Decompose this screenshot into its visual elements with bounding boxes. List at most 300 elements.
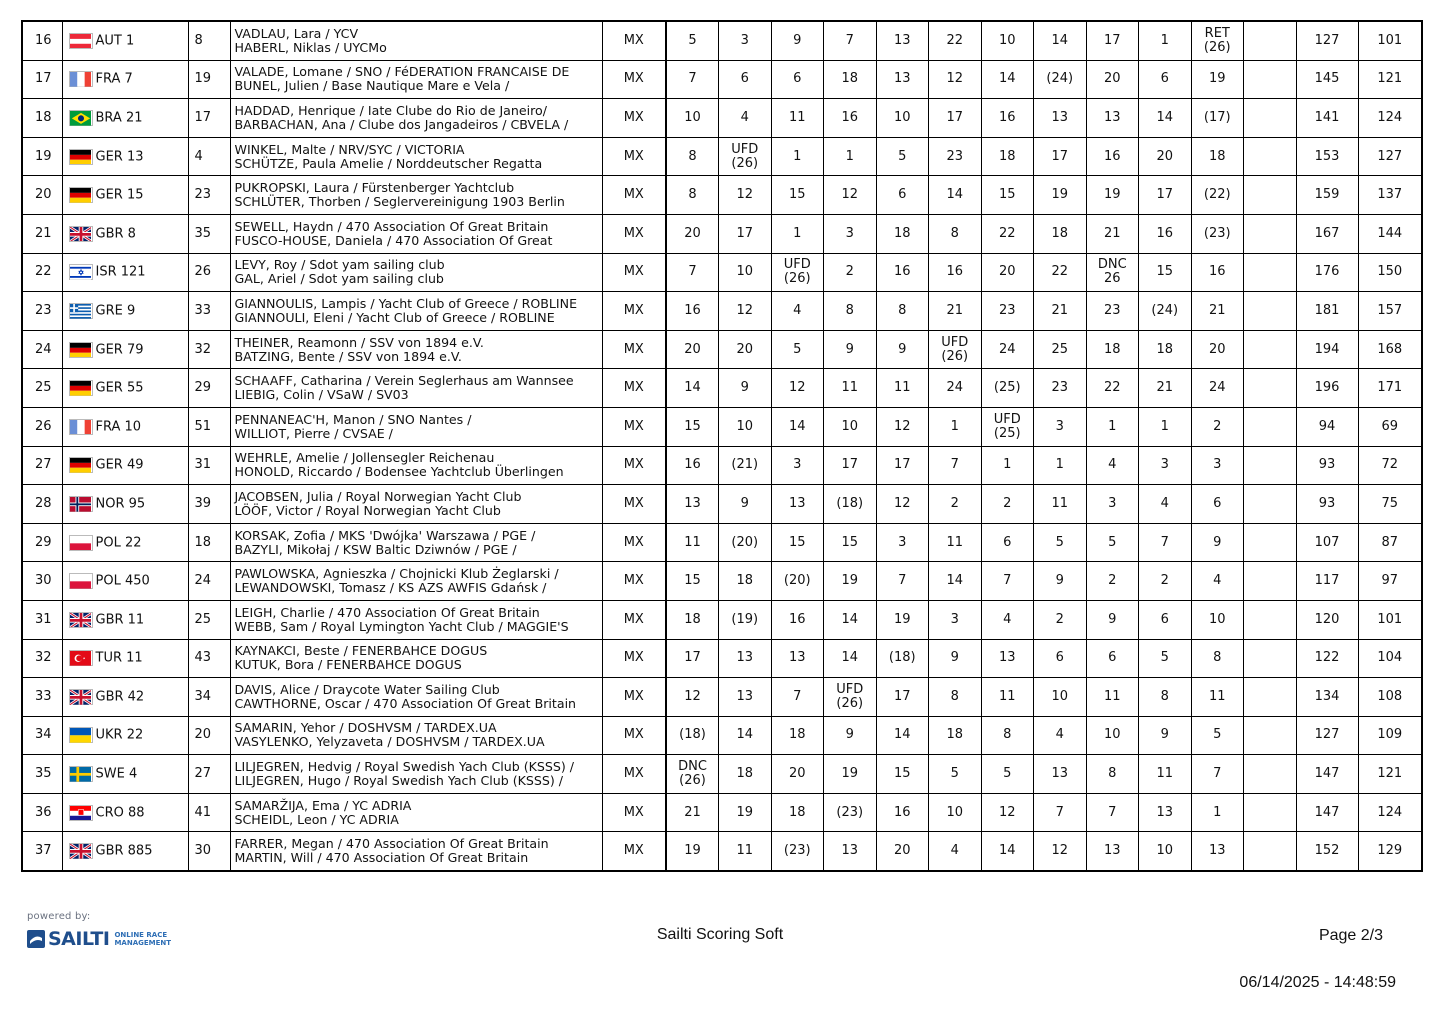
race-score-cell: 15 [771,523,824,562]
rank-cell: 18 [22,99,62,138]
race-score-cell: (24) [1139,292,1192,331]
category-cell: MX [602,214,666,253]
helm-name: SAMARIN, Yehor / DOSHVSM / TARDEX.UA [234,720,497,736]
table-row [22,832,1422,871]
flag-tur-icon [69,650,93,666]
race-score-cell: 19 [1191,60,1244,99]
rank-cell: 28 [22,485,62,524]
race-score-cell: 1 [1139,21,1192,60]
crew-name: FUSCO-HOUSE, Daniela / 470 Association Of Great [234,232,553,248]
score-points: (26) [836,695,864,711]
crew-cell [230,485,602,524]
race-score-cell: 3 [929,600,982,639]
helm-name: JACOBSEN, Julia / Royal Norwegian Yacht Club [234,488,522,504]
race-score-cell: 11 [981,678,1034,717]
bow-number-cell: 27 [188,755,230,794]
race-score-cell: 2 [824,253,877,292]
rank-cell: 22 [22,253,62,292]
race-score-cell: 20 [876,832,929,871]
crew-cell [230,176,602,215]
net-points-cell: 69 [1358,407,1422,446]
race-score-cell: 21 [929,292,982,331]
crew-cell [230,639,602,678]
race-score-cell: 11 [929,523,982,562]
race-score-cell: 22 [929,21,982,60]
crew-cell [230,292,602,331]
race-score-cell: 13 [1139,793,1192,832]
race-score-cell: 1 [1086,407,1139,446]
sail-number: GER 55 [95,380,144,396]
sail-number: GBR 42 [95,689,145,705]
helm-name: WEHRLE, Amelie / Jollensegler Reichenau [234,450,495,466]
race-score-cell: 12 [719,292,772,331]
crew-name: SCHLÜTER, Thorben / Seglervereinigung 1903 Berlin [234,194,565,210]
helm-name: VADLAU, Lara / YCV [234,25,359,41]
flag-ger-icon [69,187,93,203]
score-code: UFD [941,334,969,350]
race-score-cell: 20 [1191,330,1244,369]
race-score-cell: 6 [1034,639,1087,678]
race-score-cell: (22) [1191,176,1244,215]
race-score-cell: 12 [824,176,877,215]
race-score-cell: 13 [771,639,824,678]
bow-number-cell: 30 [188,832,230,871]
race-score-cell [1244,562,1297,601]
total-points-cell: 153 [1296,137,1358,176]
sail-number: FRA 10 [95,419,142,435]
flag-ger-icon [69,457,93,473]
table-row [22,99,1422,138]
race-score-cell [1244,21,1297,60]
race-score-cell: 1 [1191,793,1244,832]
race-score-cell [771,253,824,292]
race-score-cell: 17 [1086,21,1139,60]
race-score-cell: 9 [929,639,982,678]
race-score-cell: 6 [719,60,772,99]
race-score-cell [1244,214,1297,253]
race-score-cell: 19 [824,755,877,794]
category-cell: MX [602,639,666,678]
race-score-cell: 14 [876,716,929,755]
race-score-cell: 3 [1191,446,1244,485]
flag-gbr-icon [69,226,93,242]
total-points-cell: 181 [1296,292,1358,331]
sail-number-cell [62,832,188,871]
flag-ger-icon [69,380,93,396]
helm-name: VALADE, Lomane / SNO / FéDERATION FRANCAISE DE [234,64,570,80]
net-points-cell: 124 [1358,793,1422,832]
sail-number-cell [62,793,188,832]
score-code: UFD [836,681,864,697]
bow-number-cell: 51 [188,407,230,446]
race-score-cell: 7 [771,678,824,717]
total-points-cell: 145 [1296,60,1358,99]
crew-cell [230,562,602,601]
race-score-cell: 19 [824,562,877,601]
rank-cell: 26 [22,407,62,446]
race-score-cell: 7 [824,21,877,60]
race-score-cell: 9 [719,485,772,524]
table-row [22,562,1422,601]
sail-number: POL 450 [95,573,150,589]
race-score-cell: 13 [1086,832,1139,871]
helm-name: HADDAD, Henrique / Iate Clube do Rio de Janeiro/ [234,102,547,118]
total-points-cell: 152 [1296,832,1358,871]
race-score-cell: 2 [1139,562,1192,601]
crew-name: GAL, Ariel / Sdot yam sailing club [234,271,444,287]
race-score-cell [666,755,719,794]
race-score-cell: 8 [666,176,719,215]
race-score-cell: 5 [666,21,719,60]
race-score-cell: 13 [666,485,719,524]
rank-cell: 34 [22,716,62,755]
race-score-cell: 20 [1139,137,1192,176]
race-score-cell: 16 [981,99,1034,138]
race-score-cell: 3 [824,214,877,253]
rank-cell: 27 [22,446,62,485]
bow-number-cell: 41 [188,793,230,832]
race-score-cell: 9 [876,330,929,369]
race-score-cell: (23) [771,832,824,871]
race-score-cell: 17 [1139,176,1192,215]
table-row [22,639,1422,678]
rank-cell: 24 [22,330,62,369]
race-score-cell [1244,600,1297,639]
race-score-cell: 16 [1139,214,1192,253]
helm-name: DAVIS, Alice / Draycote Water Sailing Club [234,681,500,697]
bow-number-cell: 24 [188,562,230,601]
race-score-cell: 4 [1034,716,1087,755]
flag-gbr-icon [69,843,93,859]
race-score-cell: 16 [876,253,929,292]
total-points-cell: 93 [1296,485,1358,524]
race-score-cell: 13 [1034,99,1087,138]
net-points-cell: 129 [1358,832,1422,871]
race-score-cell: 2 [1086,562,1139,601]
race-score-cell: 10 [981,21,1034,60]
race-score-cell: 18 [876,214,929,253]
race-score-cell: 9 [1139,716,1192,755]
table-row [22,137,1422,176]
race-score-cell [1244,137,1297,176]
category-cell: MX [602,485,666,524]
net-points-cell: 127 [1358,137,1422,176]
category-cell: MX [602,793,666,832]
bow-number-cell: 34 [188,678,230,717]
crew-name: LÖÖF, Victor / Royal Norwegian Yacht Club [234,502,501,518]
sail-number-cell [62,292,188,331]
crew-cell [230,60,602,99]
race-score-cell: 13 [876,60,929,99]
race-score-cell [719,137,772,176]
rank-cell: 32 [22,639,62,678]
rank-cell: 21 [22,214,62,253]
table-row [22,678,1422,717]
race-score-cell: 9 [1034,562,1087,601]
race-score-cell: 16 [876,793,929,832]
race-score-cell: 4 [981,600,1034,639]
race-score-cell [1244,716,1297,755]
sail-number: ISR 121 [95,264,146,280]
race-score-cell: 14 [929,176,982,215]
race-score-cell [1086,253,1139,292]
helm-name: WINKEL, Malte / NRV/SYC / VICTORIA [234,141,465,157]
helm-name: KORSAK, Zofia / MKS 'Dwójka' Warszawa / PGE / [234,527,536,543]
race-score-cell: 18 [1191,137,1244,176]
race-score-cell: 18 [1139,330,1192,369]
race-score-cell: 14 [666,369,719,408]
bow-number-cell: 31 [188,446,230,485]
score-code: DNC [1097,257,1127,273]
net-points-cell: 150 [1358,253,1422,292]
sail-number: TUR 11 [95,650,143,666]
bow-number-cell: 20 [188,716,230,755]
race-score-cell: 25 [1034,330,1087,369]
race-score-cell: 14 [981,832,1034,871]
bow-number-cell: 43 [188,639,230,678]
crew-name: LIEBIG, Colin / VSaW / SV03 [234,387,409,403]
total-points-cell: 194 [1296,330,1358,369]
race-score-cell: 21 [1139,369,1192,408]
race-score-cell: 6 [981,523,1034,562]
race-score-cell: 15 [981,176,1034,215]
race-score-cell: 3 [1034,407,1087,446]
bow-number-cell: 18 [188,523,230,562]
rank-cell: 29 [22,523,62,562]
helm-name: SEWELL, Haydn / 470 Association Of Great Britain [234,218,549,234]
race-score-cell: (23) [824,793,877,832]
crew-cell [230,832,602,871]
sail-number-cell [62,407,188,446]
helm-name: LEVY, Roy / Sdot yam sailing club [234,257,445,273]
race-score-cell: 21 [1191,292,1244,331]
race-score-cell: 1 [771,137,824,176]
net-points-cell: 137 [1358,176,1422,215]
crew-cell [230,330,602,369]
race-score-cell: 12 [929,60,982,99]
sail-number: CRO 88 [95,805,145,821]
race-score-cell [929,330,982,369]
race-score-cell [1244,485,1297,524]
sail-number: NOR 95 [95,496,146,512]
race-score-cell [1244,176,1297,215]
rank-cell: 23 [22,292,62,331]
race-score-cell [1244,755,1297,794]
net-points-cell: 101 [1358,600,1422,639]
race-score-cell: 4 [929,832,982,871]
race-score-cell: 8 [1086,755,1139,794]
sail-number-cell [62,755,188,794]
crew-name: SCHÜTZE, Paula Amelie / Norddeutscher Regatta [234,155,543,171]
flag-gre-icon [69,303,93,319]
flag-bra-icon [69,110,93,126]
category-cell: MX [602,678,666,717]
race-score-cell: 9 [824,330,877,369]
sail-number-cell [62,639,188,678]
sail-number: FRA 7 [95,71,133,87]
sail-number: POL 22 [95,535,142,551]
race-score-cell: (18) [876,639,929,678]
score-code: DNC [678,759,707,775]
table-row [22,407,1422,446]
race-score-cell: 8 [1139,678,1192,717]
race-score-cell: 18 [929,716,982,755]
crew-name: HABERL, Niklas / UYCMo [234,39,387,55]
race-score-cell: 17 [876,678,929,717]
crew-cell [230,793,602,832]
race-score-cell: 21 [1034,292,1087,331]
race-score-cell: 3 [1086,485,1139,524]
net-points-cell: 87 [1358,523,1422,562]
race-score-cell: 14 [1034,21,1087,60]
score-points: (26) [783,271,811,287]
rank-cell: 31 [22,600,62,639]
table-row [22,755,1422,794]
flag-nor-icon [69,496,93,512]
race-score-cell: 10 [1034,678,1087,717]
category-cell: MX [602,369,666,408]
category-cell: MX [602,292,666,331]
race-score-cell: 6 [1139,600,1192,639]
race-score-cell: 7 [981,562,1034,601]
race-score-cell: 14 [824,639,877,678]
race-score-cell: 13 [719,678,772,717]
total-points-cell: 107 [1296,523,1358,562]
table-row [22,292,1422,331]
crew-cell [230,407,602,446]
race-score-cell [981,407,1034,446]
crew-name: VASYLENKO, Yelyzaveta / DOSHVSM / TARDEX.UA [234,734,545,750]
race-score-cell: 10 [719,407,772,446]
total-points-cell: 117 [1296,562,1358,601]
sail-number: GBR 11 [95,612,145,628]
total-points-cell: 147 [1296,793,1358,832]
flag-fra-icon [69,71,93,87]
race-score-cell: 10 [876,99,929,138]
race-score-cell: 1 [981,446,1034,485]
race-score-cell: 20 [666,214,719,253]
race-score-cell [1244,523,1297,562]
crew-name: SCHEIDL, Leon / YC ADRIA [234,811,399,827]
race-score-cell [1244,60,1297,99]
total-points-cell: 141 [1296,99,1358,138]
race-score-cell [1244,253,1297,292]
sailti-logo-subtitle: ONLINE RACE MANAGEMENT [114,931,172,947]
race-score-cell: 13 [824,832,877,871]
race-score-cell: 6 [1191,485,1244,524]
powered-by-label: powered by: [27,911,91,922]
crew-name: LILJEGREN, Hugo / Royal Swedish Yach Club (KSSS) / [234,773,564,789]
race-score-cell: 17 [824,446,877,485]
bow-number-cell: 39 [188,485,230,524]
rank-cell: 17 [22,60,62,99]
race-score-cell: 11 [824,369,877,408]
net-points-cell: 97 [1358,562,1422,601]
total-points-cell: 127 [1296,21,1358,60]
score-points: (25) [993,425,1021,441]
race-score-cell: 2 [1034,600,1087,639]
bow-number-cell: 32 [188,330,230,369]
race-score-cell: 16 [771,600,824,639]
race-score-cell: 10 [666,99,719,138]
rank-cell: 20 [22,176,62,215]
race-score-cell: 12 [666,678,719,717]
race-score-cell: 2 [1191,407,1244,446]
race-score-cell: 19 [1086,176,1139,215]
race-score-cell: 10 [1191,600,1244,639]
flag-fra-icon [69,419,93,435]
race-score-cell: 13 [981,639,1034,678]
race-score-cell: 7 [1139,523,1192,562]
crew-cell [230,214,602,253]
sail-number-cell [62,99,188,138]
race-score-cell: (18) [666,716,719,755]
bow-number-cell: 26 [188,253,230,292]
race-score-cell: 4 [1139,485,1192,524]
crew-name: WILLIOT, Pierre / CVSAE / [234,425,393,441]
bow-number-cell: 8 [188,21,230,60]
race-score-cell [1244,292,1297,331]
race-score-cell: 14 [929,562,982,601]
helm-name: THEINER, Reamonn / SSV von 1894 e.V. [234,334,484,350]
race-score-cell: 16 [929,253,982,292]
net-points-cell: 108 [1358,678,1422,717]
race-score-cell: 5 [876,137,929,176]
race-score-cell: 8 [929,214,982,253]
table-row [22,523,1422,562]
race-score-cell [1244,407,1297,446]
race-score-cell: 11 [1034,485,1087,524]
flag-pol-icon [69,535,93,551]
flag-ukr-icon [69,727,93,743]
race-score-cell: 10 [929,793,982,832]
race-score-cell: 20 [981,253,1034,292]
race-score-cell: 4 [771,292,824,331]
bow-number-cell: 35 [188,214,230,253]
race-score-cell: 11 [1086,678,1139,717]
race-score-cell: 17 [929,99,982,138]
flag-gbr-icon [69,689,93,705]
race-score-cell: 11 [1139,755,1192,794]
total-points-cell: 167 [1296,214,1358,253]
race-score-cell: 3 [876,523,929,562]
flag-pol-icon [69,573,93,589]
crew-name: LEWANDOWSKI, Tomasz / KS AZS AWFIS Gdańsk / [234,580,547,596]
sail-number-cell [62,137,188,176]
helm-name: KAYNAKCI, Beste / FENERBAHCE DOGUS [234,643,488,659]
sail-number: GER 15 [95,187,144,203]
race-score-cell: 5 [981,755,1034,794]
total-points-cell: 94 [1296,407,1358,446]
race-score-cell: 18 [719,562,772,601]
bow-number-cell: 23 [188,176,230,215]
race-score-cell: 13 [1191,832,1244,871]
race-score-cell [1191,21,1244,60]
category-cell: MX [602,99,666,138]
race-score-cell: 18 [719,755,772,794]
page-number: Page 2/3 [1318,927,1383,944]
race-score-cell: 22 [1034,253,1087,292]
category-cell: MX [602,446,666,485]
race-score-cell: 13 [876,21,929,60]
crew-name: WEBB, Sam / Royal Lymington Yacht Club / MAGGIE'S [234,618,569,634]
net-points-cell: 144 [1358,214,1422,253]
race-score-cell: (20) [719,523,772,562]
race-score-cell: 20 [719,330,772,369]
race-score-cell: 11 [771,99,824,138]
rank-cell: 36 [22,793,62,832]
race-score-cell: 16 [1086,137,1139,176]
